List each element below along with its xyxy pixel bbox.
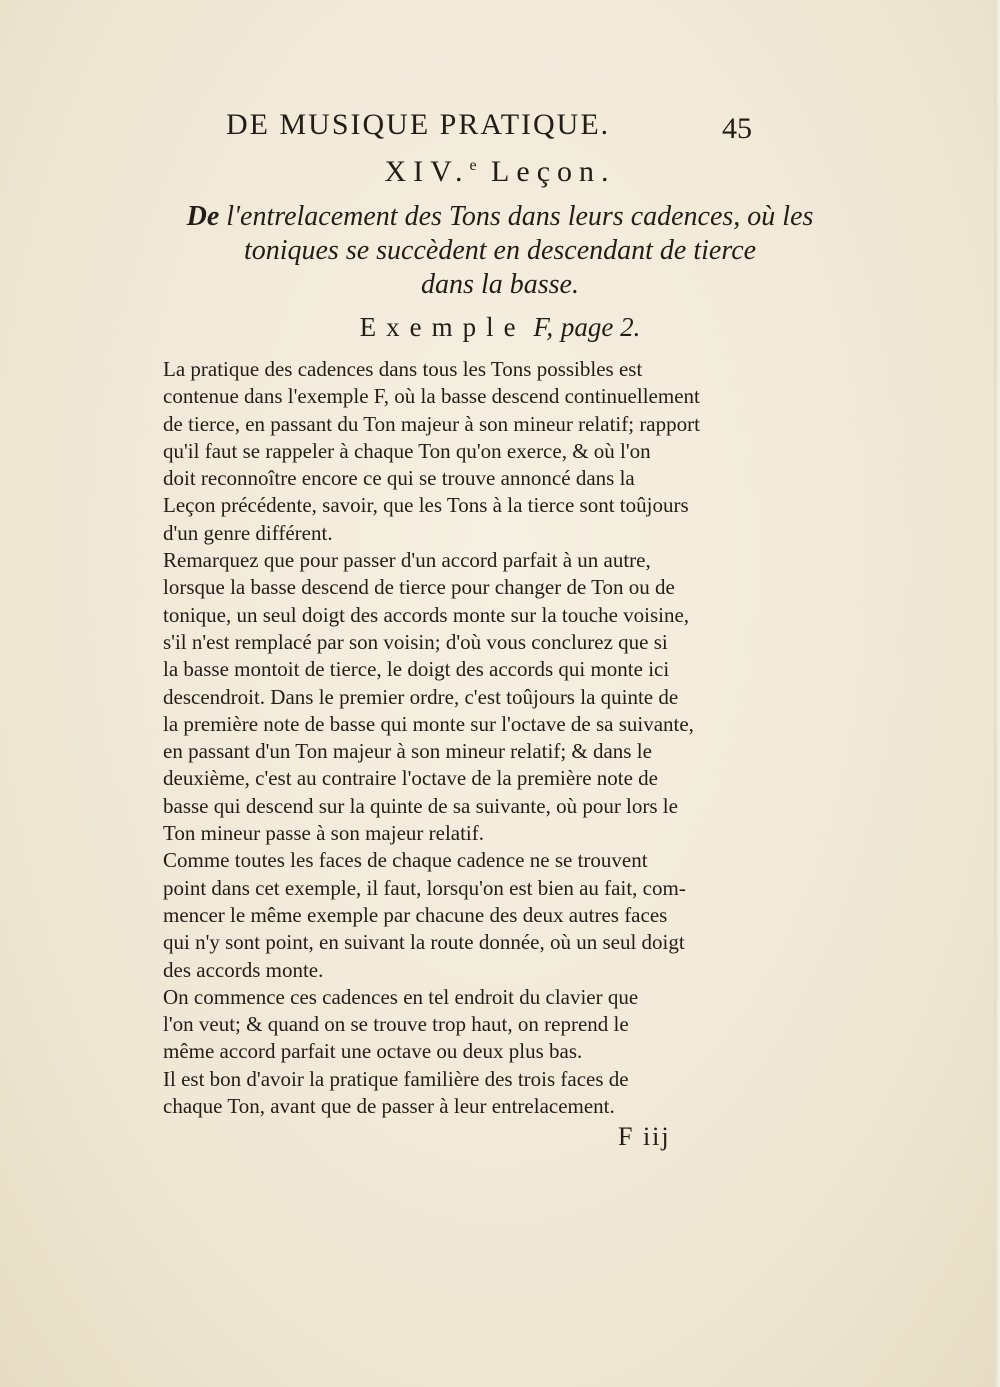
text-line: On commence ces cadences en tel endroit du clavier que: [163, 984, 639, 1009]
lesson-heading: [0, 155, 1000, 189]
paragraph: [133, 1066, 753, 1121]
page-edge: [994, 0, 1000, 1387]
text-line: Il est bon d'avoir la pratique familière des trois faces de: [163, 1066, 629, 1091]
running-title: DE MUSIQUE PRATIQUE.: [226, 108, 611, 141]
text-line: Leçon précédente, savoir, que les Tons à la tierce sont toûjours: [163, 493, 689, 518]
paragraph: [133, 984, 753, 1066]
example-page-ref: page 2.: [560, 312, 641, 342]
text-line: lorsque la basse descend de tierce pour changer de Ton ou de: [163, 575, 675, 600]
example-heading: [0, 312, 1000, 343]
text-line: deuxième, c'est au contraire l'octave de la première note de: [163, 766, 658, 791]
text-line: s'il n'est remplacé par son voisin; d'où vous conclurez que si: [163, 629, 668, 654]
text-line: basse qui descend sur la quinte de sa suivante, où pour lors le: [163, 793, 678, 818]
text-line: descendroit. Dans le premier ordre, c'est toûjours la quinte de: [163, 684, 679, 709]
example-letter: F,: [533, 312, 554, 342]
subtitle-line: toniques se succèdent en descendant de tierce: [243, 235, 757, 266]
subtitle-first-word: De: [186, 201, 220, 232]
lesson-number-superscript: e: [469, 157, 477, 174]
text-line: point dans cet exemple, il faut, lorsqu'on est bien au fait, com-: [163, 875, 686, 900]
text-line: Ton mineur passe à son majeur relatif.: [163, 821, 485, 846]
text-line: chaque Ton, avant que de passer à leur entrelacement.: [163, 1094, 615, 1119]
subtitle-line: l'entrelacement des Tons dans leurs cadences, où les: [226, 201, 814, 232]
text-line: la basse montoit de tierce, le doigt des accords qui monte ici: [163, 657, 670, 682]
text-line: mencer le même exemple par chacune des deux autres faces: [163, 902, 668, 927]
text-line: d'un genre différent.: [163, 520, 333, 545]
paragraph: [133, 356, 753, 547]
text-line: tonique, un seul doigt des accords monte sur la touche voisine,: [163, 602, 690, 627]
text-line: en passant d'un Ton majeur à son mineur relatif; & dans le: [163, 739, 652, 764]
text-line: la première note de basse qui monte sur l'octave de sa suivante,: [163, 711, 694, 736]
lesson-subtitle: [130, 200, 870, 302]
text-line: de tierce, en passant du Ton majeur à son mineur relatif; rapport: [163, 411, 700, 436]
text-line: Remarquez que pour passer d'un accord parfait à un autre,: [163, 548, 651, 573]
text-line: l'on veut; & quand on se trouve trop haut, on reprend le: [163, 1012, 629, 1037]
text-line: Comme toutes les faces de chaque cadence ne se trouvent: [163, 848, 648, 873]
signature-mark: F iij: [618, 1122, 671, 1151]
example-word: Exemple: [359, 312, 526, 342]
body-text: [133, 356, 753, 1120]
lesson-number: XIV.: [384, 155, 470, 188]
text-line: des accords monte.: [163, 957, 324, 982]
text-line: qui n'y sont point, en suivant la route donnée, où un seul doigt: [163, 930, 685, 955]
subtitle-line: dans la basse.: [421, 269, 579, 300]
lesson-word: Leçon.: [491, 155, 616, 188]
text-line: La pratique des cadences dans tous les Tons possibles est: [163, 357, 643, 381]
text-line: même accord parfait une octave ou deux plus bas.: [163, 1039, 583, 1064]
paragraph: [133, 547, 753, 847]
text-line: qu'il faut se rappeler à chaque Ton qu'on exerce, & où l'on: [163, 438, 651, 463]
text-line: doit reconnoître encore ce qui se trouve annoncé dans la: [163, 466, 635, 491]
text-line: contenue dans l'exemple F, où la basse descend continuellement: [163, 384, 700, 409]
page-number: 45: [722, 112, 752, 145]
paragraph: [133, 847, 753, 983]
